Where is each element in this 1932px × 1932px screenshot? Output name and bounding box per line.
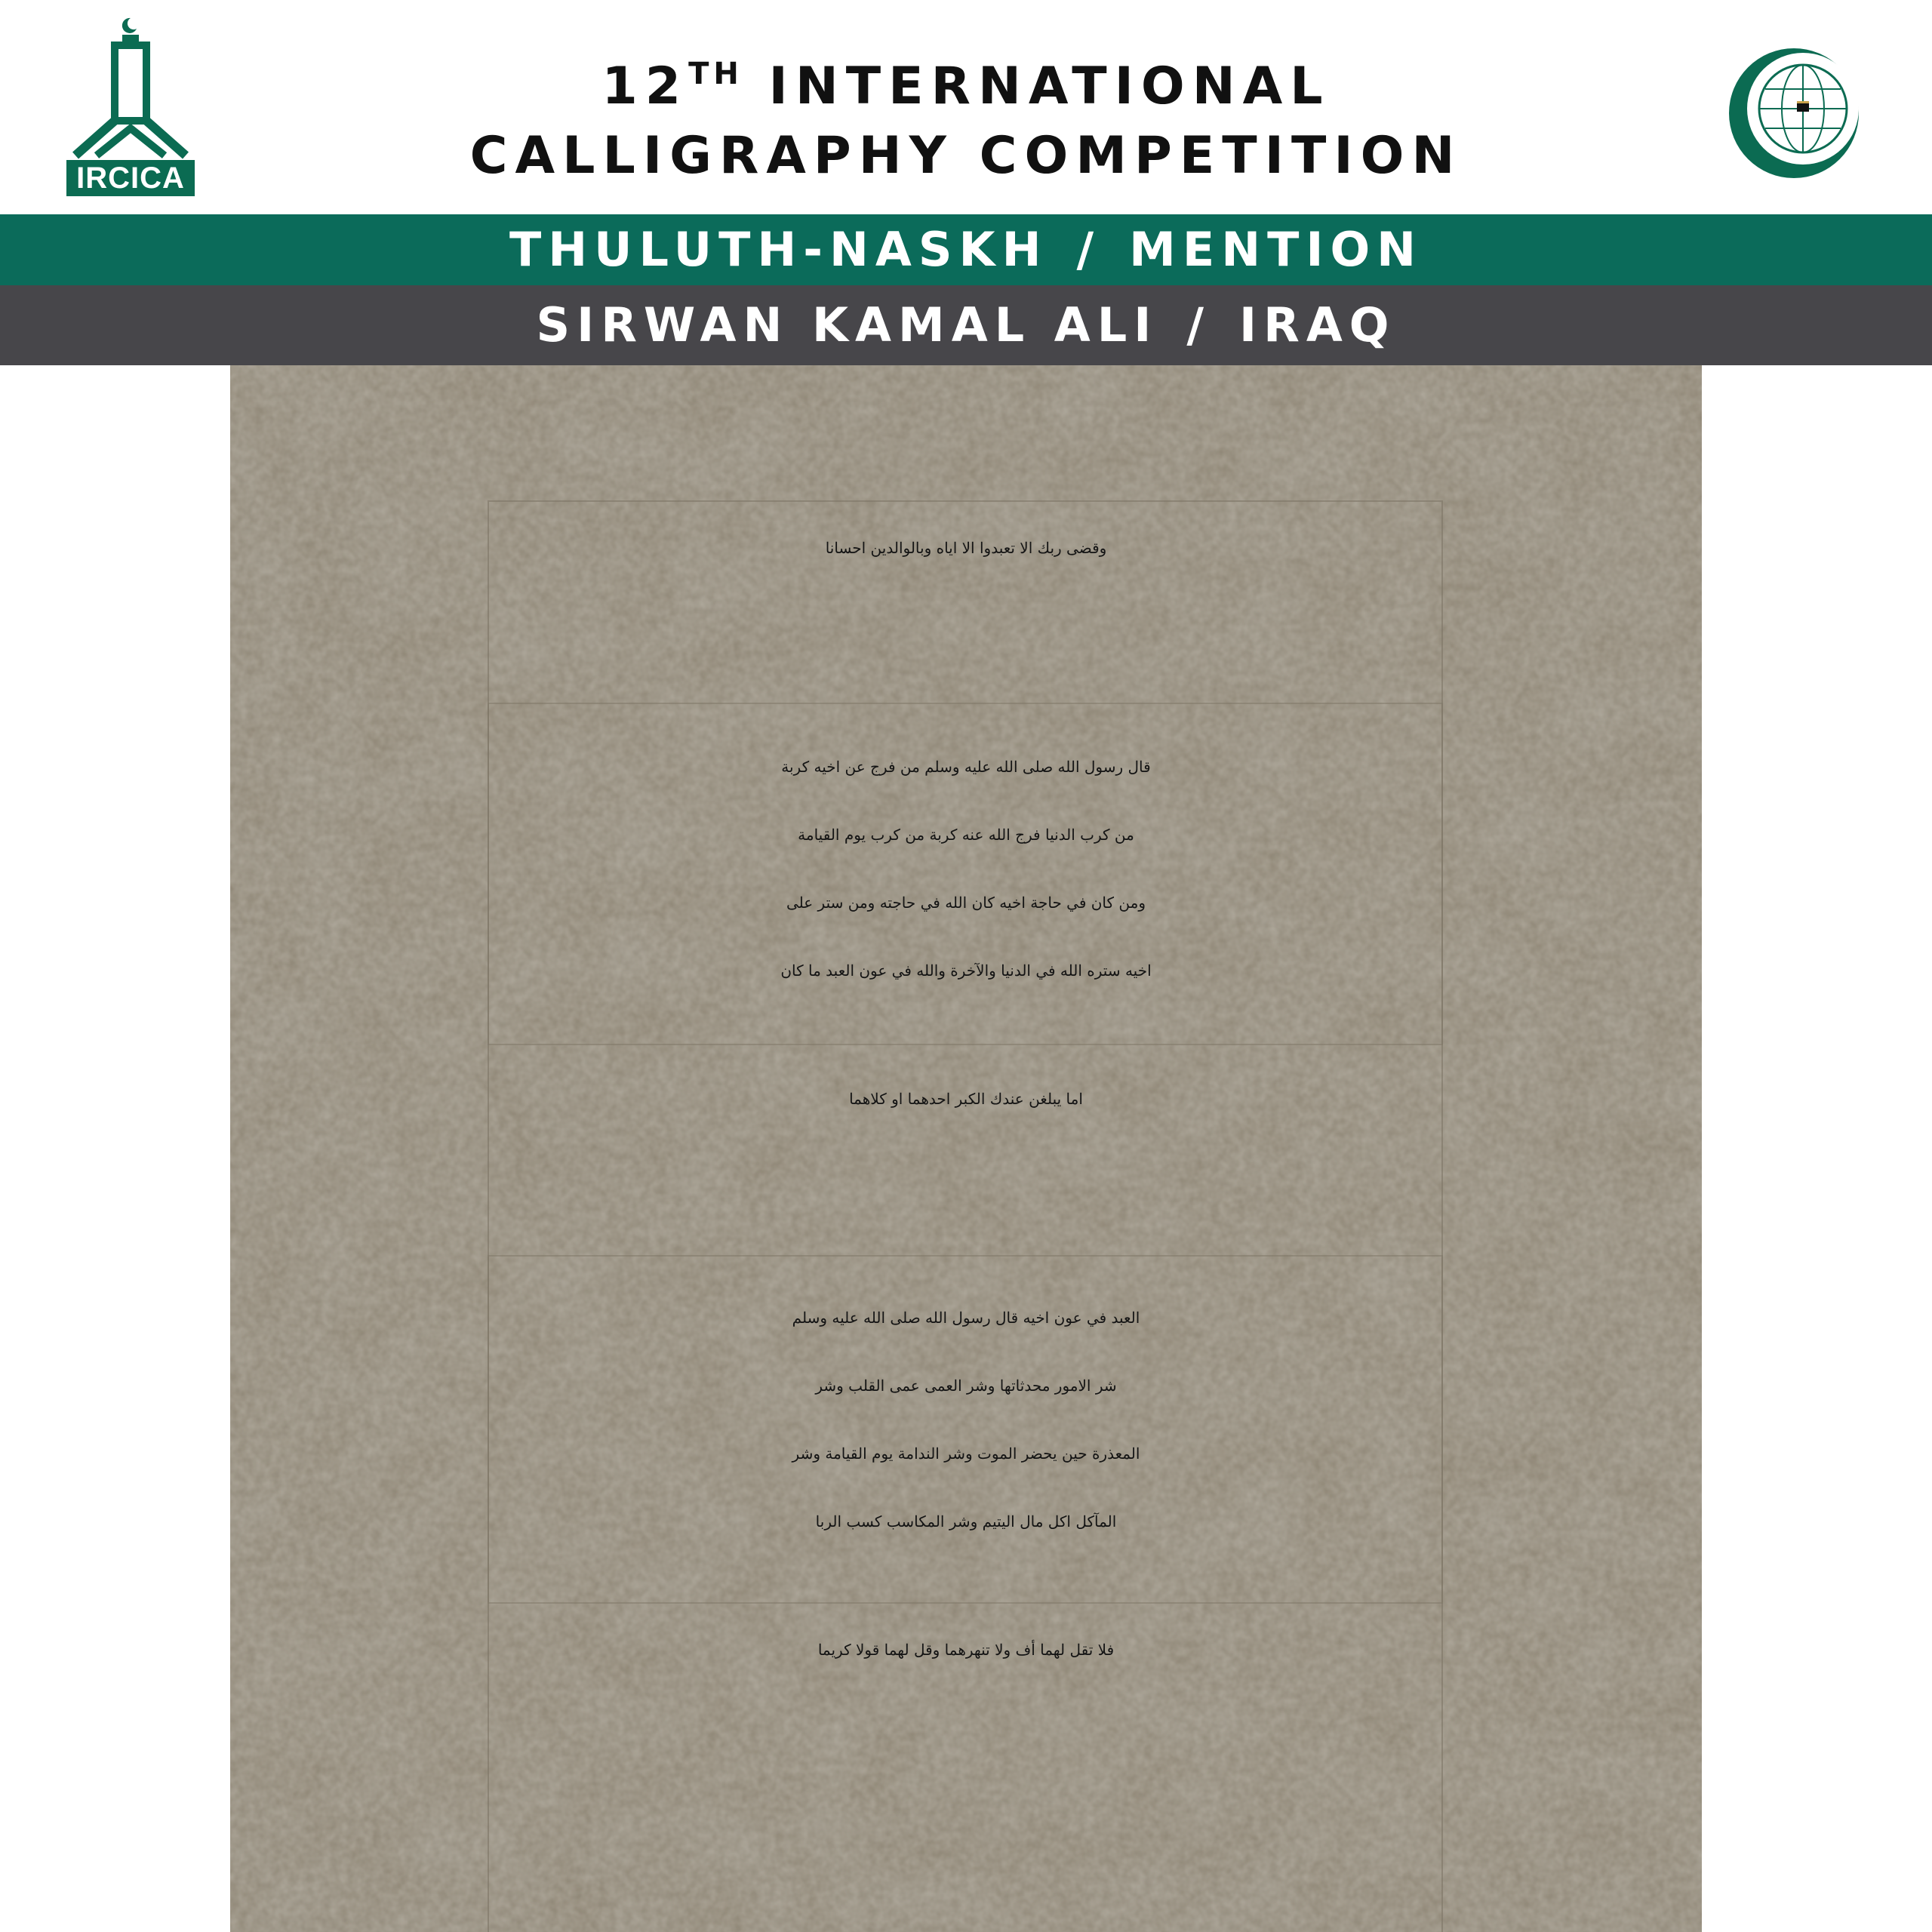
crescent-globe-icon <box>1724 45 1864 181</box>
calligraphy-line-1: وقضى ربك الا تعبدوا الا اياه وبالوالدين احسانا <box>825 539 1107 557</box>
artist-separator: / <box>1186 297 1211 352</box>
hadith-2-line-2: شر الامور محدثاتها وشر العمى عمى القلب وشر <box>815 1377 1117 1395</box>
paper-texture <box>230 365 1702 1932</box>
category-separator: / <box>1076 222 1101 277</box>
calligraphy-line-3: فلا تقل لهما أف ولا تنهرهما وقل لهما قولا كريما <box>817 1641 1115 1659</box>
page-title <box>423 39 1509 191</box>
hadith-1-line-3: ومن كان في حاجة اخيه كان الله في حاجته ومن ستر على <box>786 894 1146 912</box>
hadith-2-line-3: المعذرة حين يحضر الموت وشر الندامة يوم القيامة وشر <box>792 1444 1140 1463</box>
calligraphy-artwork <box>230 365 1702 1932</box>
category-band <box>0 214 1932 285</box>
hadith-1-line-1: قال رسول الله صلى الله عليه وسلم من فرج عن اخيه كربة <box>781 758 1151 776</box>
calligraphy-line-2: اما يبلغن عندك الكبر احدهما او كلاهما <box>849 1090 1083 1108</box>
title-line-1: 12TH INTERNATIONAL <box>601 57 1331 116</box>
minaret-icon <box>66 15 195 160</box>
artist-band <box>0 285 1932 365</box>
hadith-2-line-1: العبد في عون اخيه قال رسول الله صلى الله عليه وسلم <box>792 1309 1140 1327</box>
award-label: MENTION <box>1129 222 1423 277</box>
hadith-1-line-2: من كرب الدنيا فرج الله عنه كربة من كرب يوم القيامة <box>798 826 1134 844</box>
hadith-1-line-4: اخيه ستره الله في الدنيا والآخرة والله في عون العبد ما كان <box>780 961 1152 980</box>
artist-country: IRAQ <box>1239 297 1396 352</box>
ircica-logo <box>66 15 195 196</box>
hadith-2-line-4: المآكل اكل مال اليتيم وشر المكاسب كسب الربا <box>815 1512 1117 1531</box>
category-label: THULUTH-NASKH <box>509 222 1048 277</box>
artist-name: SIRWAN KAMAL ALI <box>536 297 1158 352</box>
title-line-2: CALLIGRAPHY COMPETITION <box>469 126 1463 186</box>
ircica-logo-text: IRCICA <box>66 160 195 196</box>
header <box>0 0 1932 214</box>
oic-logo <box>1724 45 1864 181</box>
